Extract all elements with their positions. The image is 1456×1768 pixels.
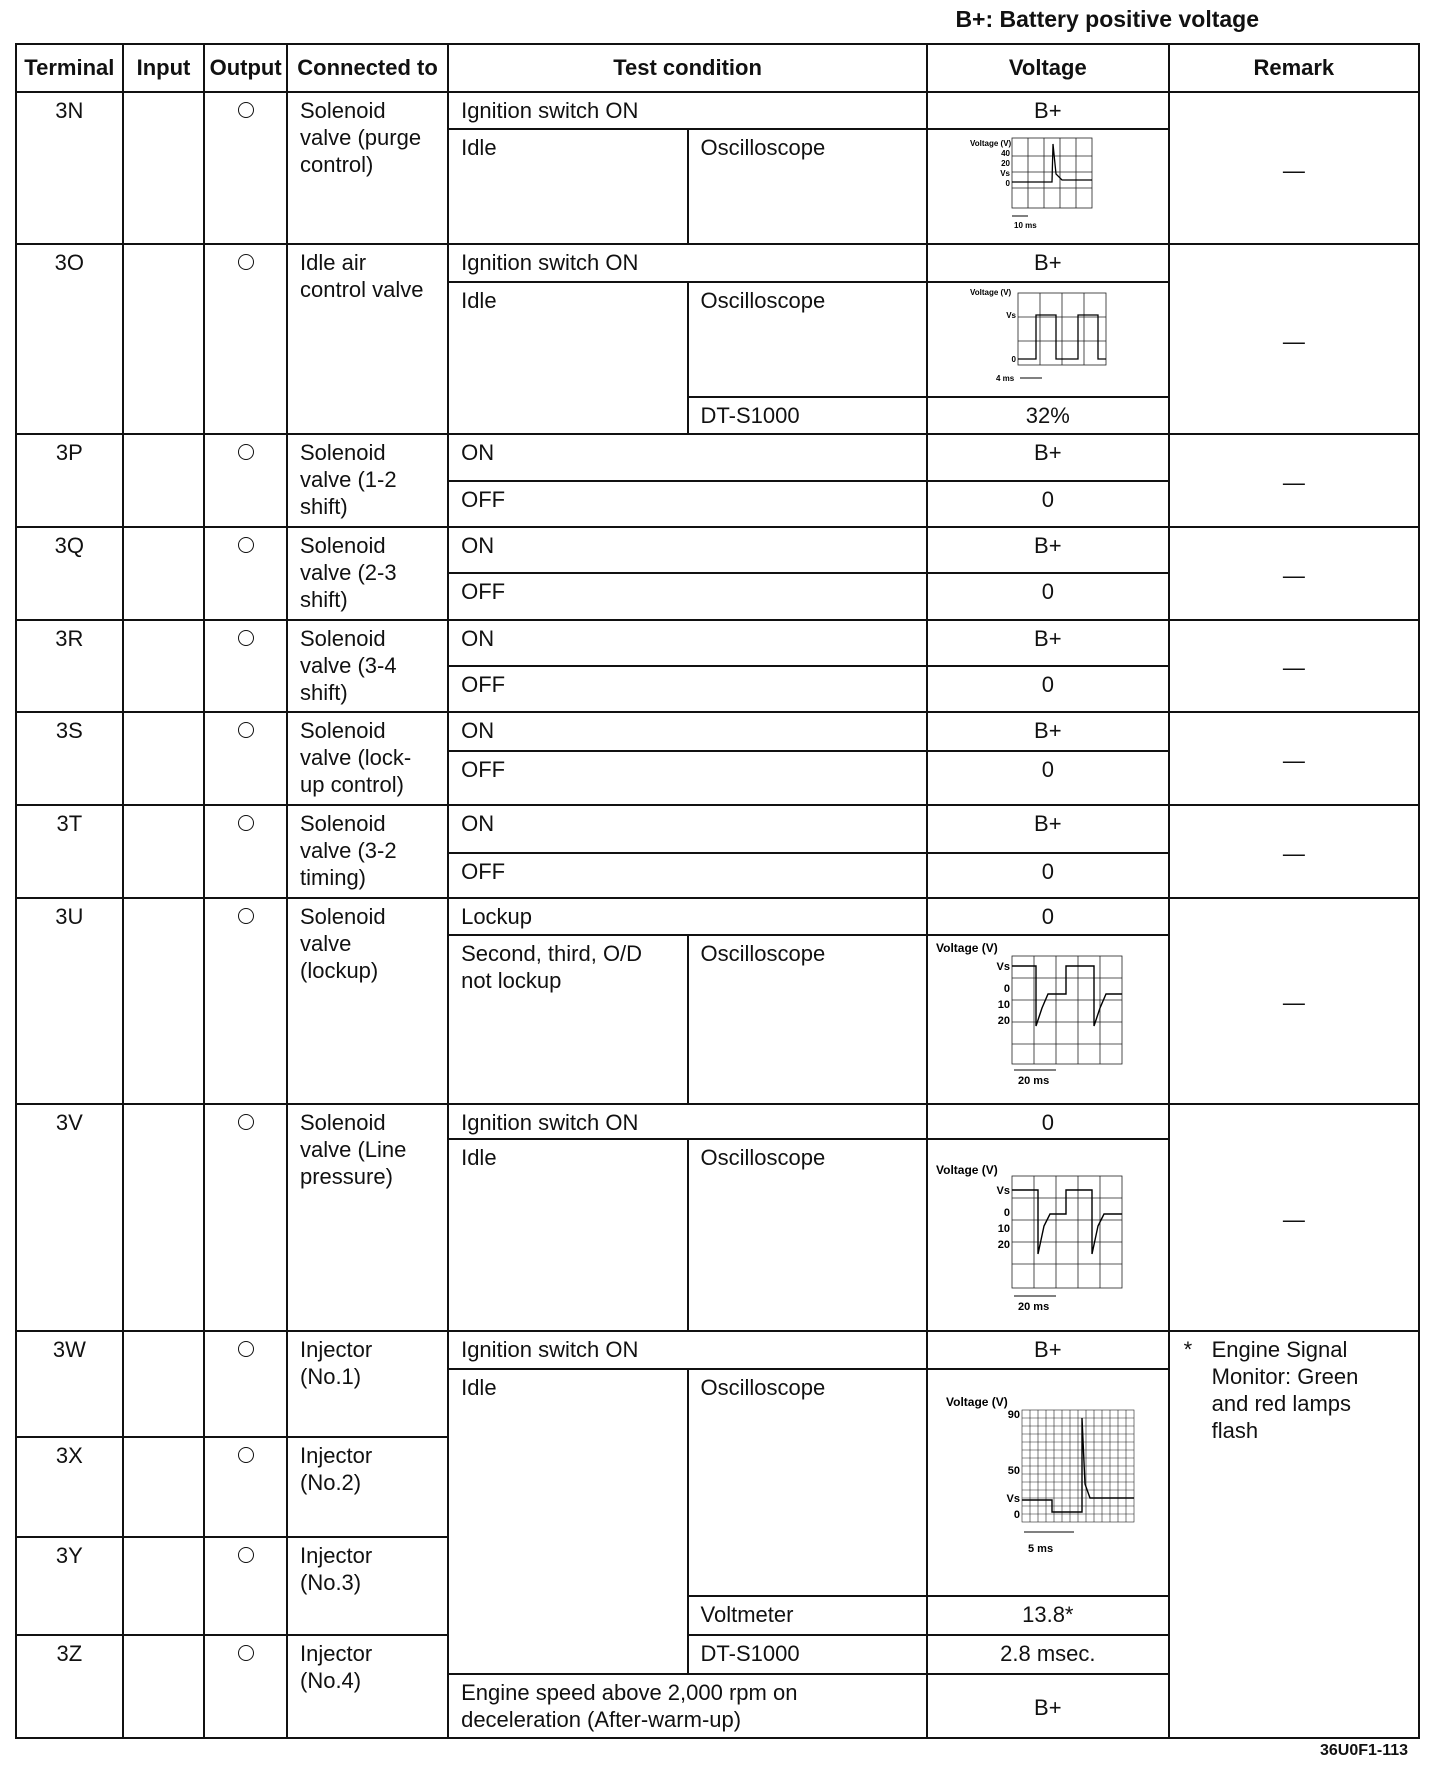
terminal-id: 3R	[16, 620, 123, 713]
test-method: Voltmeter	[688, 1596, 927, 1635]
test-condition: Idle	[448, 1369, 687, 1674]
output-cell	[204, 244, 287, 434]
terminal-id: 3P	[16, 434, 123, 527]
test-condition: ON	[448, 712, 927, 751]
remark: —	[1169, 527, 1419, 620]
output-mark-icon	[238, 1114, 254, 1130]
voltage-value: 0	[927, 751, 1169, 805]
scope-tick: 50	[1007, 1464, 1020, 1477]
output-mark-icon	[238, 630, 254, 646]
remark-engine-signal	[1169, 1331, 1419, 1738]
scope-tick: 0	[1005, 179, 1010, 189]
test-condition: ON	[448, 620, 927, 666]
input-cell	[123, 1331, 205, 1438]
scope-tick: Vs	[1006, 310, 1016, 320]
remark-text: Engine Signal Monitor: Green and red lamps flash	[1211, 1336, 1359, 1443]
output-cell	[204, 1635, 287, 1738]
test-condition: Idle	[448, 129, 687, 244]
connected-to: Injector (No.3)	[287, 1537, 448, 1635]
connected-to: Solenoid valve (purge control)	[287, 92, 448, 244]
remark: —	[1169, 898, 1419, 1104]
waveform-lockup-chart	[932, 938, 1142, 1088]
table-row	[16, 1104, 1419, 1139]
test-method: DT-S1000	[688, 1635, 927, 1673]
input-cell	[123, 1635, 205, 1738]
output-cell	[204, 434, 287, 527]
terminal-id: 3O	[16, 244, 123, 434]
connected-to: Injector (No.2)	[287, 1437, 448, 1537]
test-condition: OFF	[448, 481, 927, 527]
header-remark: Remark	[1169, 44, 1419, 92]
output-mark-icon	[238, 254, 254, 270]
test-condition: ON	[448, 527, 927, 573]
waveform-injector-chart	[932, 1372, 1142, 1572]
scope-tick: Vs	[996, 1184, 1010, 1197]
waveform-cell	[927, 1139, 1169, 1331]
connected-to: Idle air control valve	[287, 244, 448, 434]
waveform-line-pressure-chart	[932, 1142, 1142, 1314]
table-row	[16, 712, 1419, 751]
scope-time: 10 ms	[1014, 221, 1037, 231]
voltage-value: 32%	[927, 397, 1169, 434]
test-method: DT-S1000	[688, 397, 927, 434]
terminal-id: 3S	[16, 712, 123, 805]
table-row	[16, 620, 1419, 666]
output-cell	[204, 805, 287, 898]
output-cell	[204, 1331, 287, 1438]
output-mark-icon	[238, 1645, 254, 1661]
header-input: Input	[123, 44, 205, 92]
remark: —	[1169, 244, 1419, 434]
scope-time: 5 ms	[1028, 1542, 1054, 1555]
voltage-value: 0	[927, 853, 1169, 898]
header-terminal: Terminal	[16, 44, 123, 92]
output-mark-icon	[238, 908, 254, 924]
waveform-cell	[927, 282, 1169, 397]
table-row	[16, 805, 1419, 853]
scope-label: Voltage (V)	[936, 1162, 998, 1177]
remark: —	[1169, 805, 1419, 898]
test-condition: Idle	[448, 1139, 687, 1331]
terminal-id: 3X	[16, 1437, 123, 1537]
remark: —	[1169, 712, 1419, 805]
scope-tick: 40	[1001, 149, 1010, 159]
voltage-value: 0	[927, 481, 1169, 527]
voltage-value: B+	[927, 244, 1169, 281]
output-cell	[204, 92, 287, 244]
test-condition: Ignition switch ON	[448, 244, 927, 281]
header-output: Output	[204, 44, 287, 92]
input-cell	[123, 712, 205, 805]
waveform-purge-chart	[932, 132, 1142, 232]
test-condition: Ignition switch ON	[448, 1104, 927, 1139]
scope-tick: 90	[1007, 1408, 1020, 1421]
remark: —	[1169, 1104, 1419, 1331]
output-cell	[204, 712, 287, 805]
voltage-value: B+	[927, 527, 1169, 573]
test-condition: Ignition switch ON	[448, 1331, 927, 1369]
test-method: Oscilloscope	[688, 282, 927, 397]
voltage-value: 2.8 msec.	[927, 1635, 1169, 1673]
connected-to: Solenoid valve (3-4 shift)	[287, 620, 448, 713]
test-condition: OFF	[448, 666, 927, 712]
input-cell	[123, 527, 205, 620]
voltage-value: B+	[927, 434, 1169, 480]
scope-tick: 20	[997, 1015, 1010, 1028]
header-row	[16, 44, 1419, 92]
voltage-value: B+	[927, 1331, 1169, 1369]
output-mark-icon	[238, 722, 254, 738]
terminal-id: 3W	[16, 1331, 123, 1438]
test-condition: ON	[448, 805, 927, 853]
output-cell	[204, 898, 287, 1104]
input-cell	[123, 244, 205, 434]
output-cell	[204, 1104, 287, 1331]
terminal-id: 3Z	[16, 1635, 123, 1738]
voltage-value: 0	[927, 573, 1169, 619]
remark-asterisk: *	[1183, 1336, 1193, 1362]
output-mark-icon	[238, 102, 254, 118]
waveform-cell	[927, 1369, 1169, 1596]
scope-label: Voltage (V)	[936, 941, 998, 956]
waveform-cell	[927, 129, 1169, 244]
voltage-value: B+	[927, 1674, 1169, 1738]
scope-tick: 0	[1011, 354, 1016, 364]
connected-to: Solenoid valve (Line pressure)	[287, 1104, 448, 1331]
test-method: Oscilloscope	[688, 935, 927, 1103]
scope-tick: 20	[997, 1238, 1010, 1251]
test-condition: OFF	[448, 573, 927, 619]
scope-tick: 20	[1001, 159, 1010, 169]
table-row	[16, 92, 1419, 129]
scope-tick: 10	[997, 999, 1010, 1012]
figure-code: 36U0F1-113	[1320, 1742, 1409, 1759]
connected-to: Solenoid valve (3-2 timing)	[287, 805, 448, 898]
output-mark-icon	[238, 1547, 254, 1563]
table-row	[16, 1331, 1419, 1369]
input-cell	[123, 92, 205, 244]
test-condition: OFF	[448, 853, 927, 898]
connected-to: Solenoid valve (2-3 shift)	[287, 527, 448, 620]
voltage-value: 0	[927, 1104, 1169, 1139]
scope-tick: Vs	[1006, 1492, 1020, 1505]
scope-tick: 0	[1003, 1206, 1010, 1219]
voltage-value: B+	[927, 92, 1169, 129]
test-condition: Second, third, O/D not lockup	[448, 935, 687, 1103]
table-row	[16, 434, 1419, 480]
output-mark-icon	[238, 815, 254, 831]
table-row	[16, 527, 1419, 573]
voltage-value: 13.8*	[927, 1596, 1169, 1635]
scope-tick: Vs	[1000, 169, 1010, 179]
scope-time: 20 ms	[1018, 1300, 1050, 1313]
input-cell	[123, 805, 205, 898]
waveform-cell	[927, 935, 1169, 1103]
voltage-value: 0	[927, 666, 1169, 712]
output-cell	[204, 1437, 287, 1537]
voltage-value: 0	[927, 898, 1169, 935]
output-cell	[204, 527, 287, 620]
test-condition: Ignition switch ON	[448, 92, 927, 129]
header-connected-to: Connected to	[287, 44, 448, 92]
test-method: Oscilloscope	[688, 1139, 927, 1331]
remark: —	[1169, 620, 1419, 713]
voltage-value: B+	[927, 620, 1169, 666]
terminal-id: 3T	[16, 805, 123, 898]
connected-to: Injector (No.1)	[287, 1331, 448, 1438]
output-mark-icon	[238, 1341, 254, 1357]
remark: —	[1169, 434, 1419, 527]
header-test-condition: Test condition	[448, 44, 927, 92]
scope-label: Voltage (V)	[946, 1394, 1008, 1409]
output-mark-icon	[238, 444, 254, 460]
output-cell	[204, 620, 287, 713]
remark: —	[1169, 92, 1419, 244]
scope-label: Voltage (V)	[970, 287, 1012, 297]
voltage-value: B+	[927, 805, 1169, 853]
input-cell	[123, 620, 205, 713]
input-cell	[123, 898, 205, 1104]
test-condition: ON	[448, 434, 927, 480]
terminal-id: 3Y	[16, 1537, 123, 1635]
legend-note: B+: Battery positive voltage	[955, 6, 1259, 32]
terminal-id: 3U	[16, 898, 123, 1104]
output-mark-icon	[238, 1447, 254, 1463]
scope-tick: 0	[1003, 983, 1010, 996]
test-condition: Idle	[448, 282, 687, 434]
output-cell	[204, 1537, 287, 1635]
input-cell	[123, 1437, 205, 1537]
connected-to: Solenoid valve (1-2 shift)	[287, 434, 448, 527]
terminal-id: 3Q	[16, 527, 123, 620]
waveform-idle-air-chart	[932, 285, 1142, 385]
test-method: Oscilloscope	[688, 1369, 927, 1596]
input-cell	[123, 1104, 205, 1331]
terminal-id: 3N	[16, 92, 123, 244]
test-condition: OFF	[448, 751, 927, 805]
terminal-voltage-table	[15, 43, 1420, 1739]
scope-tick: 0	[1013, 1508, 1020, 1521]
scope-tick: Vs	[996, 961, 1010, 974]
header-voltage: Voltage	[927, 44, 1169, 92]
table-row	[16, 898, 1419, 935]
scope-tick: 10	[997, 1222, 1010, 1235]
scope-time: 20 ms	[1018, 1075, 1050, 1088]
input-cell	[123, 434, 205, 527]
connected-to: Solenoid valve (lock-up control)	[287, 712, 448, 805]
test-method: Oscilloscope	[688, 129, 927, 244]
input-cell	[123, 1537, 205, 1635]
scope-label: Voltage (V)	[970, 139, 1012, 149]
output-mark-icon	[238, 537, 254, 553]
voltage-value: B+	[927, 712, 1169, 751]
connected-to: Injector (No.4)	[287, 1635, 448, 1738]
table-row	[16, 244, 1419, 281]
test-condition: Engine speed above 2,000 rpm on deceleration (After-warm-up)	[448, 1674, 927, 1738]
test-condition: Lockup	[448, 898, 927, 935]
connected-to: Solenoid valve (lockup)	[287, 898, 448, 1104]
scope-time: 4 ms	[996, 373, 1015, 383]
terminal-id: 3V	[16, 1104, 123, 1331]
